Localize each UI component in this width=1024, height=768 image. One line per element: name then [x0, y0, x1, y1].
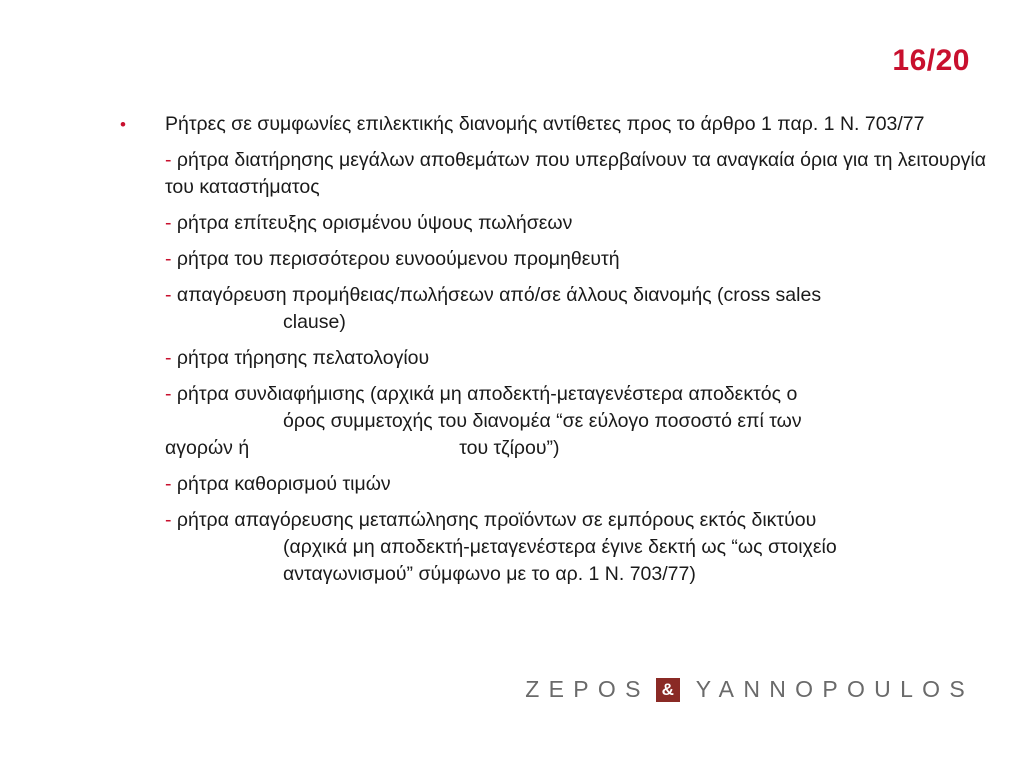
logo-ampersand: &: [656, 678, 680, 702]
list-item-text: ρήτρα επίτευξης ορισμένου ύψους πωλήσεων: [171, 212, 573, 234]
list-item: [165, 246, 1000, 273]
list-item-continuation: ανταγωνισμού” σύμφωνο με το αρ. 1 Ν. 703/77): [283, 563, 696, 585]
list-item: [165, 507, 1000, 588]
dash-marker: -: [165, 149, 172, 171]
list-item-continuation: (αρχικά μη αποδεκτή-μεταγενέστερα έγινε δεκτή ως “ως στοιχείο: [283, 536, 837, 558]
logo-left-word: ZEPOS: [525, 676, 650, 702]
dash-marker: -: [165, 212, 172, 234]
list-item: [165, 210, 1000, 237]
dash-marker: -: [165, 383, 172, 405]
list-item: [165, 345, 1000, 372]
firm-logo: [525, 676, 974, 703]
dash-marker: -: [165, 284, 172, 306]
logo-right-word: YANNOPOULOS: [695, 676, 974, 702]
slide-content: [120, 111, 1000, 588]
list-item: [165, 147, 1000, 201]
list-item-tail-a: αγορών ή: [165, 437, 250, 459]
dash-marker: -: [165, 248, 172, 270]
list-item: [165, 282, 1000, 336]
dash-marker: -: [165, 473, 172, 495]
list-item-text: ρήτρα διατήρησης μεγάλων αποθεμάτων που υπερβαίνουν τα αναγκαία όρια για τη λειτουργία του καταστήματος: [165, 149, 987, 198]
list-item: [165, 381, 1000, 462]
list-item-text: απαγόρευση προμήθειας/πωλήσεων από/σε άλλους διανομής (cross sales: [171, 284, 822, 306]
bullet-marker: •: [120, 115, 126, 134]
list-item: [165, 471, 1000, 498]
list-item-text: ρήτρα τήρησης πελατολογίου: [171, 347, 430, 369]
list-item-text: ρήτρα απαγόρευσης μεταπώλησης προϊόντων σε εμπόρους εκτός δικτύου: [171, 509, 817, 531]
list-item-text: ρήτρα συνδιαφήμισης (αρχικά μη αποδεκτή-μεταγενέστερα αποδεκτός ο: [171, 383, 798, 405]
list-item-text: ρήτρα του περισσότερου ευνοούμενου προμηθευτή: [171, 248, 620, 270]
list-item-text: ρήτρα καθορισμού τιμών: [171, 473, 391, 495]
list-item-continuation: clause): [283, 311, 346, 333]
slide-number: 16/20: [892, 44, 970, 77]
list-item-continuation: όρος συμμετοχής του διανομέα “σε εύλογο ποσοστό επί των: [283, 410, 802, 432]
bullet-text: Ρήτρες σε συμφωνίες επιλεκτικής διανομής αντίθετες προς το άρθρο 1 παρ. 1 Ν. 703/77: [165, 113, 925, 135]
dash-marker: -: [165, 509, 172, 531]
dash-marker: -: [165, 347, 172, 369]
list-item-tail: [165, 435, 1000, 462]
main-bullet: [120, 111, 1000, 138]
list-item-tail-b: του τζίρου”): [459, 437, 560, 459]
